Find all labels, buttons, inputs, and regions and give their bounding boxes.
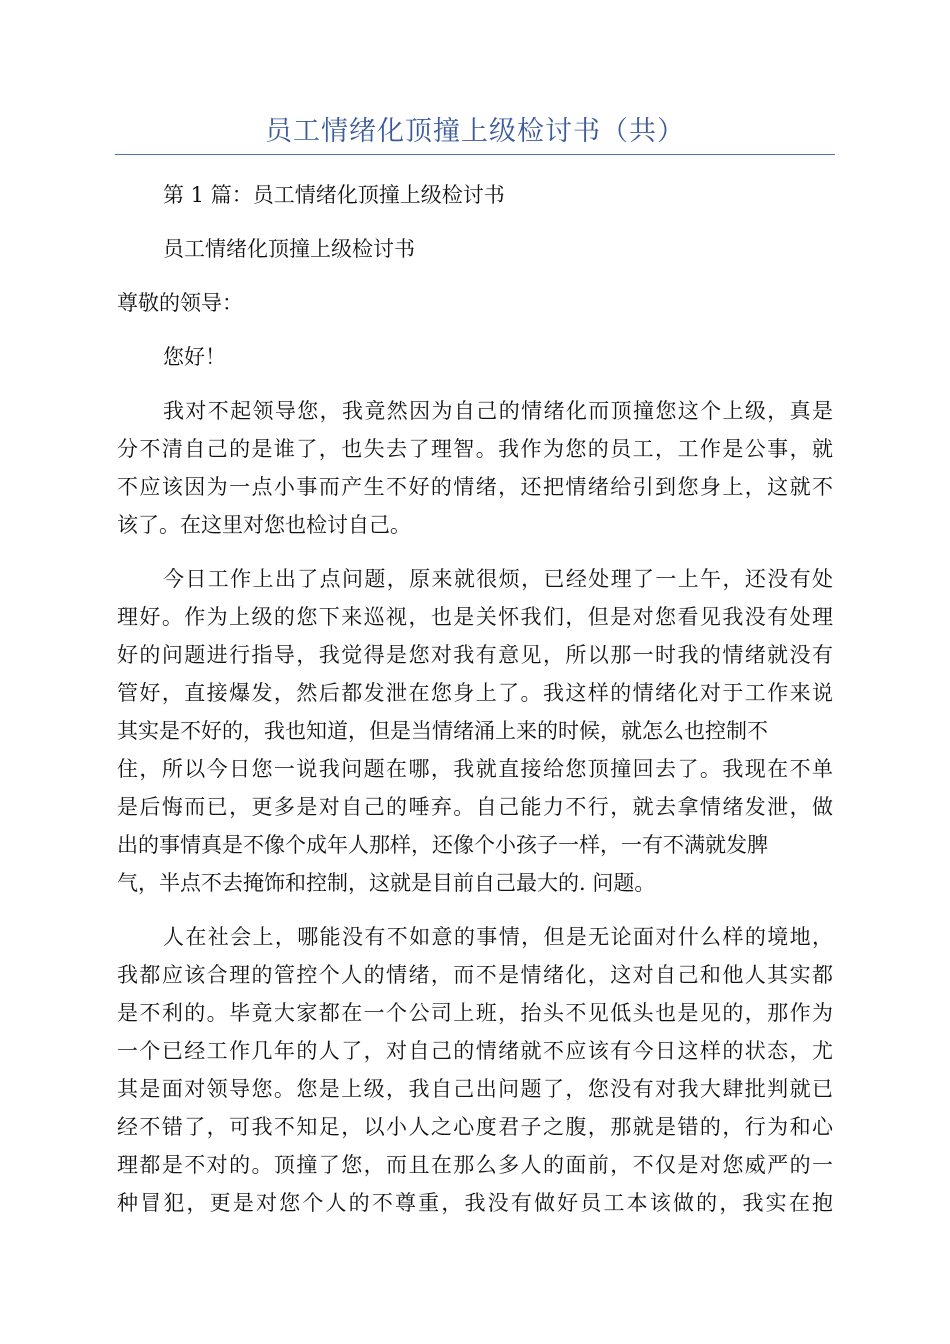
paragraph-2-line: 理好。作为上级的您下来巡视，也是关怀我们，但是对您看见我没有处理 (117, 605, 833, 629)
paragraph-3-line: 其是面对领导您。您是上级，我自己出问题了，您没有对我大肆批判就已 (117, 1077, 833, 1101)
paragraph-2-line: 出的事情真是不像个成年人那样，还像个小孩子一样，一有不满就发脾 (117, 833, 768, 857)
document-title: 员工情绪化顶撞上级检讨书（共） (265, 116, 685, 147)
paragraph-1-line: 该了。在这里对您也检讨自己。 (117, 513, 411, 537)
paragraph-1-line: 不应该因为一点小事而产生不好的情绪，还把情绪给引到您身上，这就不 (117, 475, 833, 499)
paragraph-3-line: 人在社会上，哪能没有不如意的事情，但是无论面对什么样的境地， (163, 925, 833, 949)
paragraph-2-line: 住，所以今日您一说我问题在哪，我就直接给您顶撞回去了。我现在不单 (117, 757, 833, 781)
paragraph-3-line: 理都是不对的。顶撞了您，而且在那么多人的面前，不仅是对您威严的一 (117, 1153, 833, 1177)
salutation: 尊敬的领导： (117, 291, 243, 315)
paragraph-3-line: 经不错了，可我不知足，以小人之心度君子之腹，那就是错的，行为和心 (117, 1115, 833, 1139)
title-underline (115, 154, 835, 155)
paragraph-2-line: 其实是不好的，我也知道，但是当情绪涌上来的时候，就怎么也控制不 (117, 719, 768, 743)
section-heading: 第 1 篇：员工情绪化顶撞上级检讨书 (163, 183, 505, 207)
paragraph-3-line: 是不利的。毕竟大家都在一个公司上班，抬头不见低头也是见的，那作为 (117, 1001, 833, 1025)
paragraph-2-line: 管好，直接爆发，然后都发泄在您身上了。我这样的情绪化对于工作来说 (117, 681, 833, 705)
paragraph-2-line: 是后悔而已，更多是对自己的唾弃。自己能力不行，就去拿情绪发泄，做 (117, 795, 833, 819)
paragraph-2-line: 好的问题进行指导，我觉得是您对我有意见，所以那一时我的情绪就没有 (117, 643, 833, 667)
paragraph-2-line: 今日工作上出了点问题，原来就很烦，已经处理了一上午，还没有处 (163, 567, 833, 591)
paragraph-3-line: 一个已经工作几年的人了，对自己的情绪就不应该有今日这样的状态，尤 (117, 1039, 833, 1063)
paragraph-1-line: 分不清自己的是谁了，也失去了理智。我作为您的员工，工作是公事，就 (117, 437, 833, 461)
letter-title: 员工情绪化顶撞上级检讨书 (163, 237, 415, 261)
paragraph-1-line: 我对不起领导您，我竟然因为自己的情绪化而顶撞您这个上级，真是 (163, 399, 833, 423)
greeting: 您好！ (163, 345, 226, 369)
paragraph-3-line: 种冒犯，更是对您个人的不尊重，我没有做好员工本该做的，我实在抱 (117, 1191, 833, 1215)
paragraph-2-line: 气，半点不去掩饰和控制，这就是目前自己最大的. 问题。 (117, 871, 656, 895)
paragraph-3-line: 我都应该合理的管控个人的情绪，而不是情绪化，这对自己和他人其实都 (117, 963, 833, 987)
